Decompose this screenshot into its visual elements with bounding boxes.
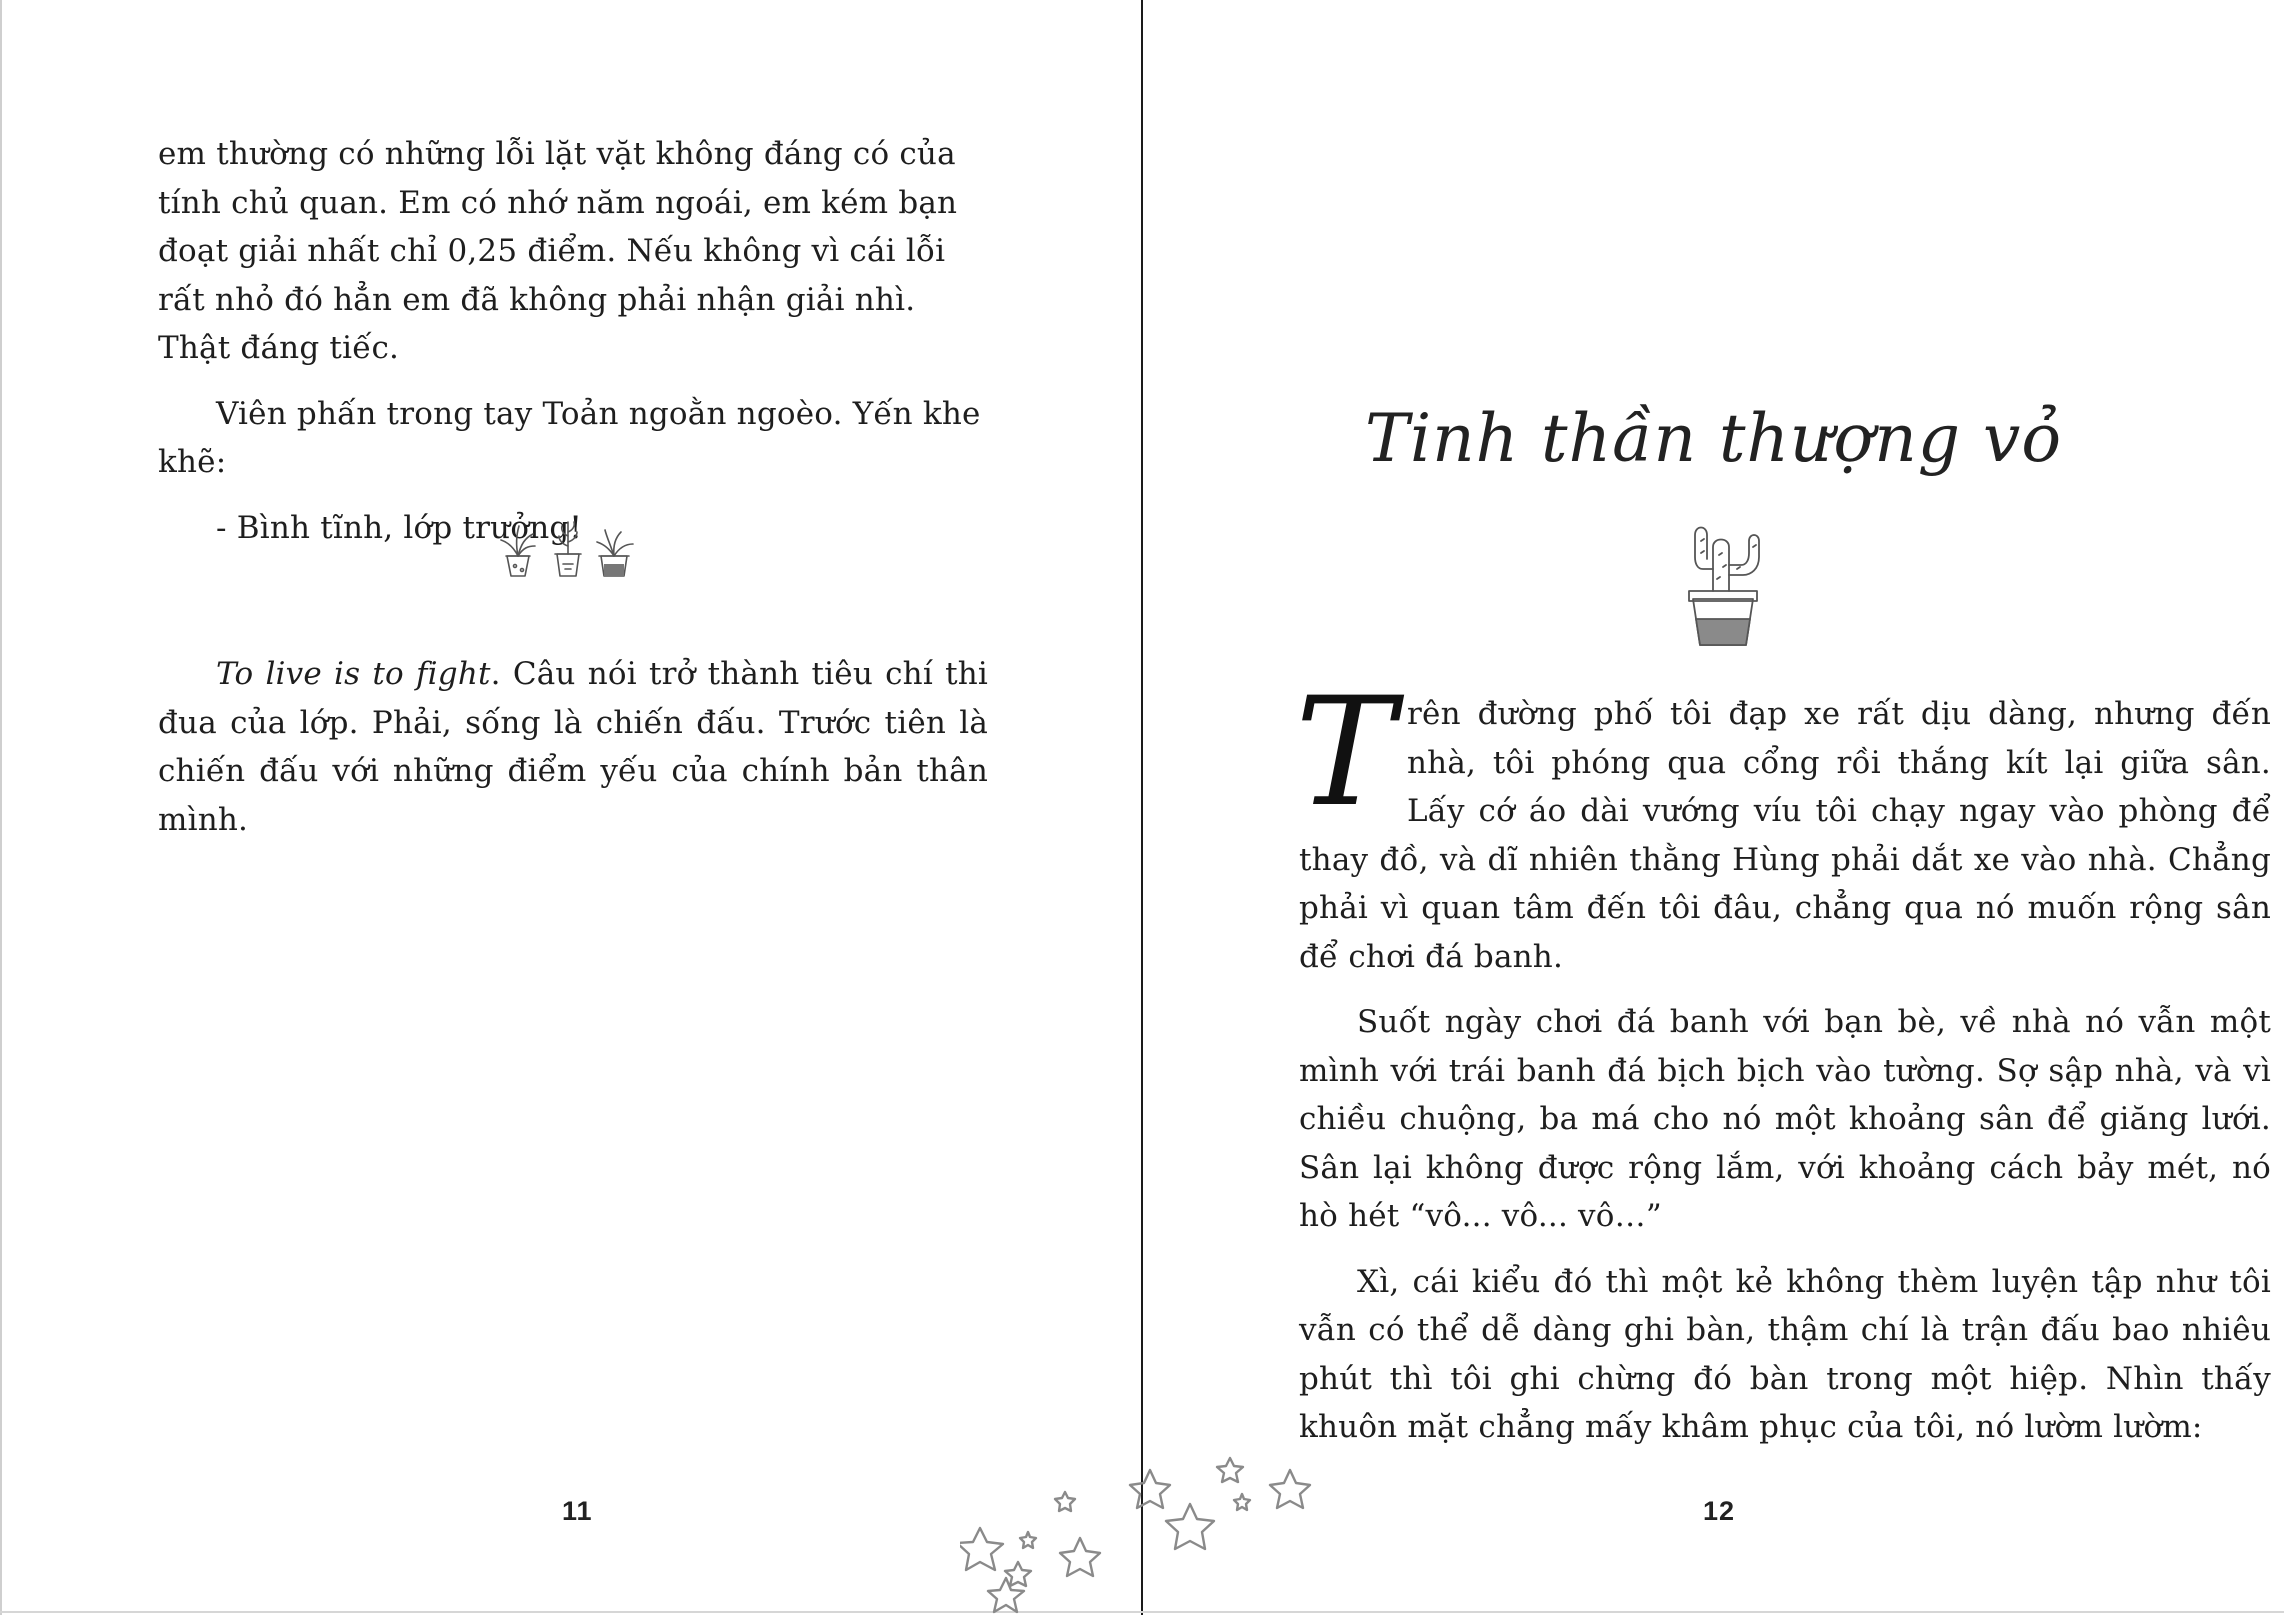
paragraph-text: . Câu nói trở thành tiêu chí thi đua của lớp. Phải, sống là chiến đấu. Trước tiên là chiến đấu với những điểm yếu của chính bản thân mình. xyxy=(158,656,989,838)
chapter-title: Tinh thần thượng vỏ xyxy=(1364,400,2063,477)
drop-cap xyxy=(1295,666,1401,840)
left-page xyxy=(0,0,1141,1615)
paragraph: Xì, cái kiểu đó thì một kẻ không thèm luyện tập như tôi vẫn có thể dễ dàng ghi bàn, thậm chí là trận đấu bao nhiêu phút thì tôi ghi chừng đó bàn trong một hiệp. Nhìn thấy khuôn mặt chẳng mấy khâm phục của tôi, nó lườm lườm: xyxy=(1299,1263,2271,1445)
dialogue-line: - Bình tĩnh, lớp trưởng! xyxy=(216,509,583,546)
paragraph: Viên phấn trong tay Toản ngoằn ngoèo. Yến khe khẽ: xyxy=(158,395,981,480)
stars-doodle-icon xyxy=(960,1440,1340,1615)
paragraph: Suốt ngày chơi đá banh với bạn bè, về nhà nó vẫn một mình với trái banh đá bịch bịch vào tường. Sợ sập nhà, và vì chiều chuộng, ba má cho nó một khoảng sân để giăng lưới. Sân lại không được rộng lắm, với khoảng cách bảy mét, nó hò hét “vô... vô... vô…” xyxy=(1299,1004,2271,1234)
left-page-text-bottom xyxy=(158,650,988,844)
potted-plants-icon xyxy=(493,516,653,580)
page-number: 11 xyxy=(562,1496,593,1526)
left-page-text-top xyxy=(158,130,988,552)
page-number: 12 xyxy=(1703,1496,1736,1526)
paragraph: em thường có những lỗi lặt vặt không đáng có của tính chủ quan. Em có nhớ năm ngoái, em kém bạn đoạt giải nhất chỉ 0,25 điểm. Nếu không vì cái lỗi rất nhỏ đó hẳn em đã không phải nhận giải nhì. Thật đáng tiếc. xyxy=(158,136,958,366)
italic-phrase: To live is to fight xyxy=(216,656,491,692)
drop-cap-letter: T xyxy=(1295,666,1396,840)
opening-paragraph xyxy=(1295,666,2271,981)
right-page-text xyxy=(1295,666,2271,1452)
right-page xyxy=(1143,0,2284,1615)
cactus-pot-icon xyxy=(1663,507,1783,655)
paragraph xyxy=(158,650,988,844)
paragraph: rên đường phố tôi đạp xe rất dịu dàng, nhưng đến nhà, tôi phóng qua cổng rồi thắng kít lại giữa sân. Lấy cớ áo dài vướng víu tôi chạy ngay vào phòng để thay đồ, và dĩ nhiên thằng Hùng phải dắt xe vào nhà. Chẳng phải vì quan tâm đến tôi đâu, chẳng qua nó muốn rộng sân để chơi đá banh. xyxy=(1299,696,2271,975)
